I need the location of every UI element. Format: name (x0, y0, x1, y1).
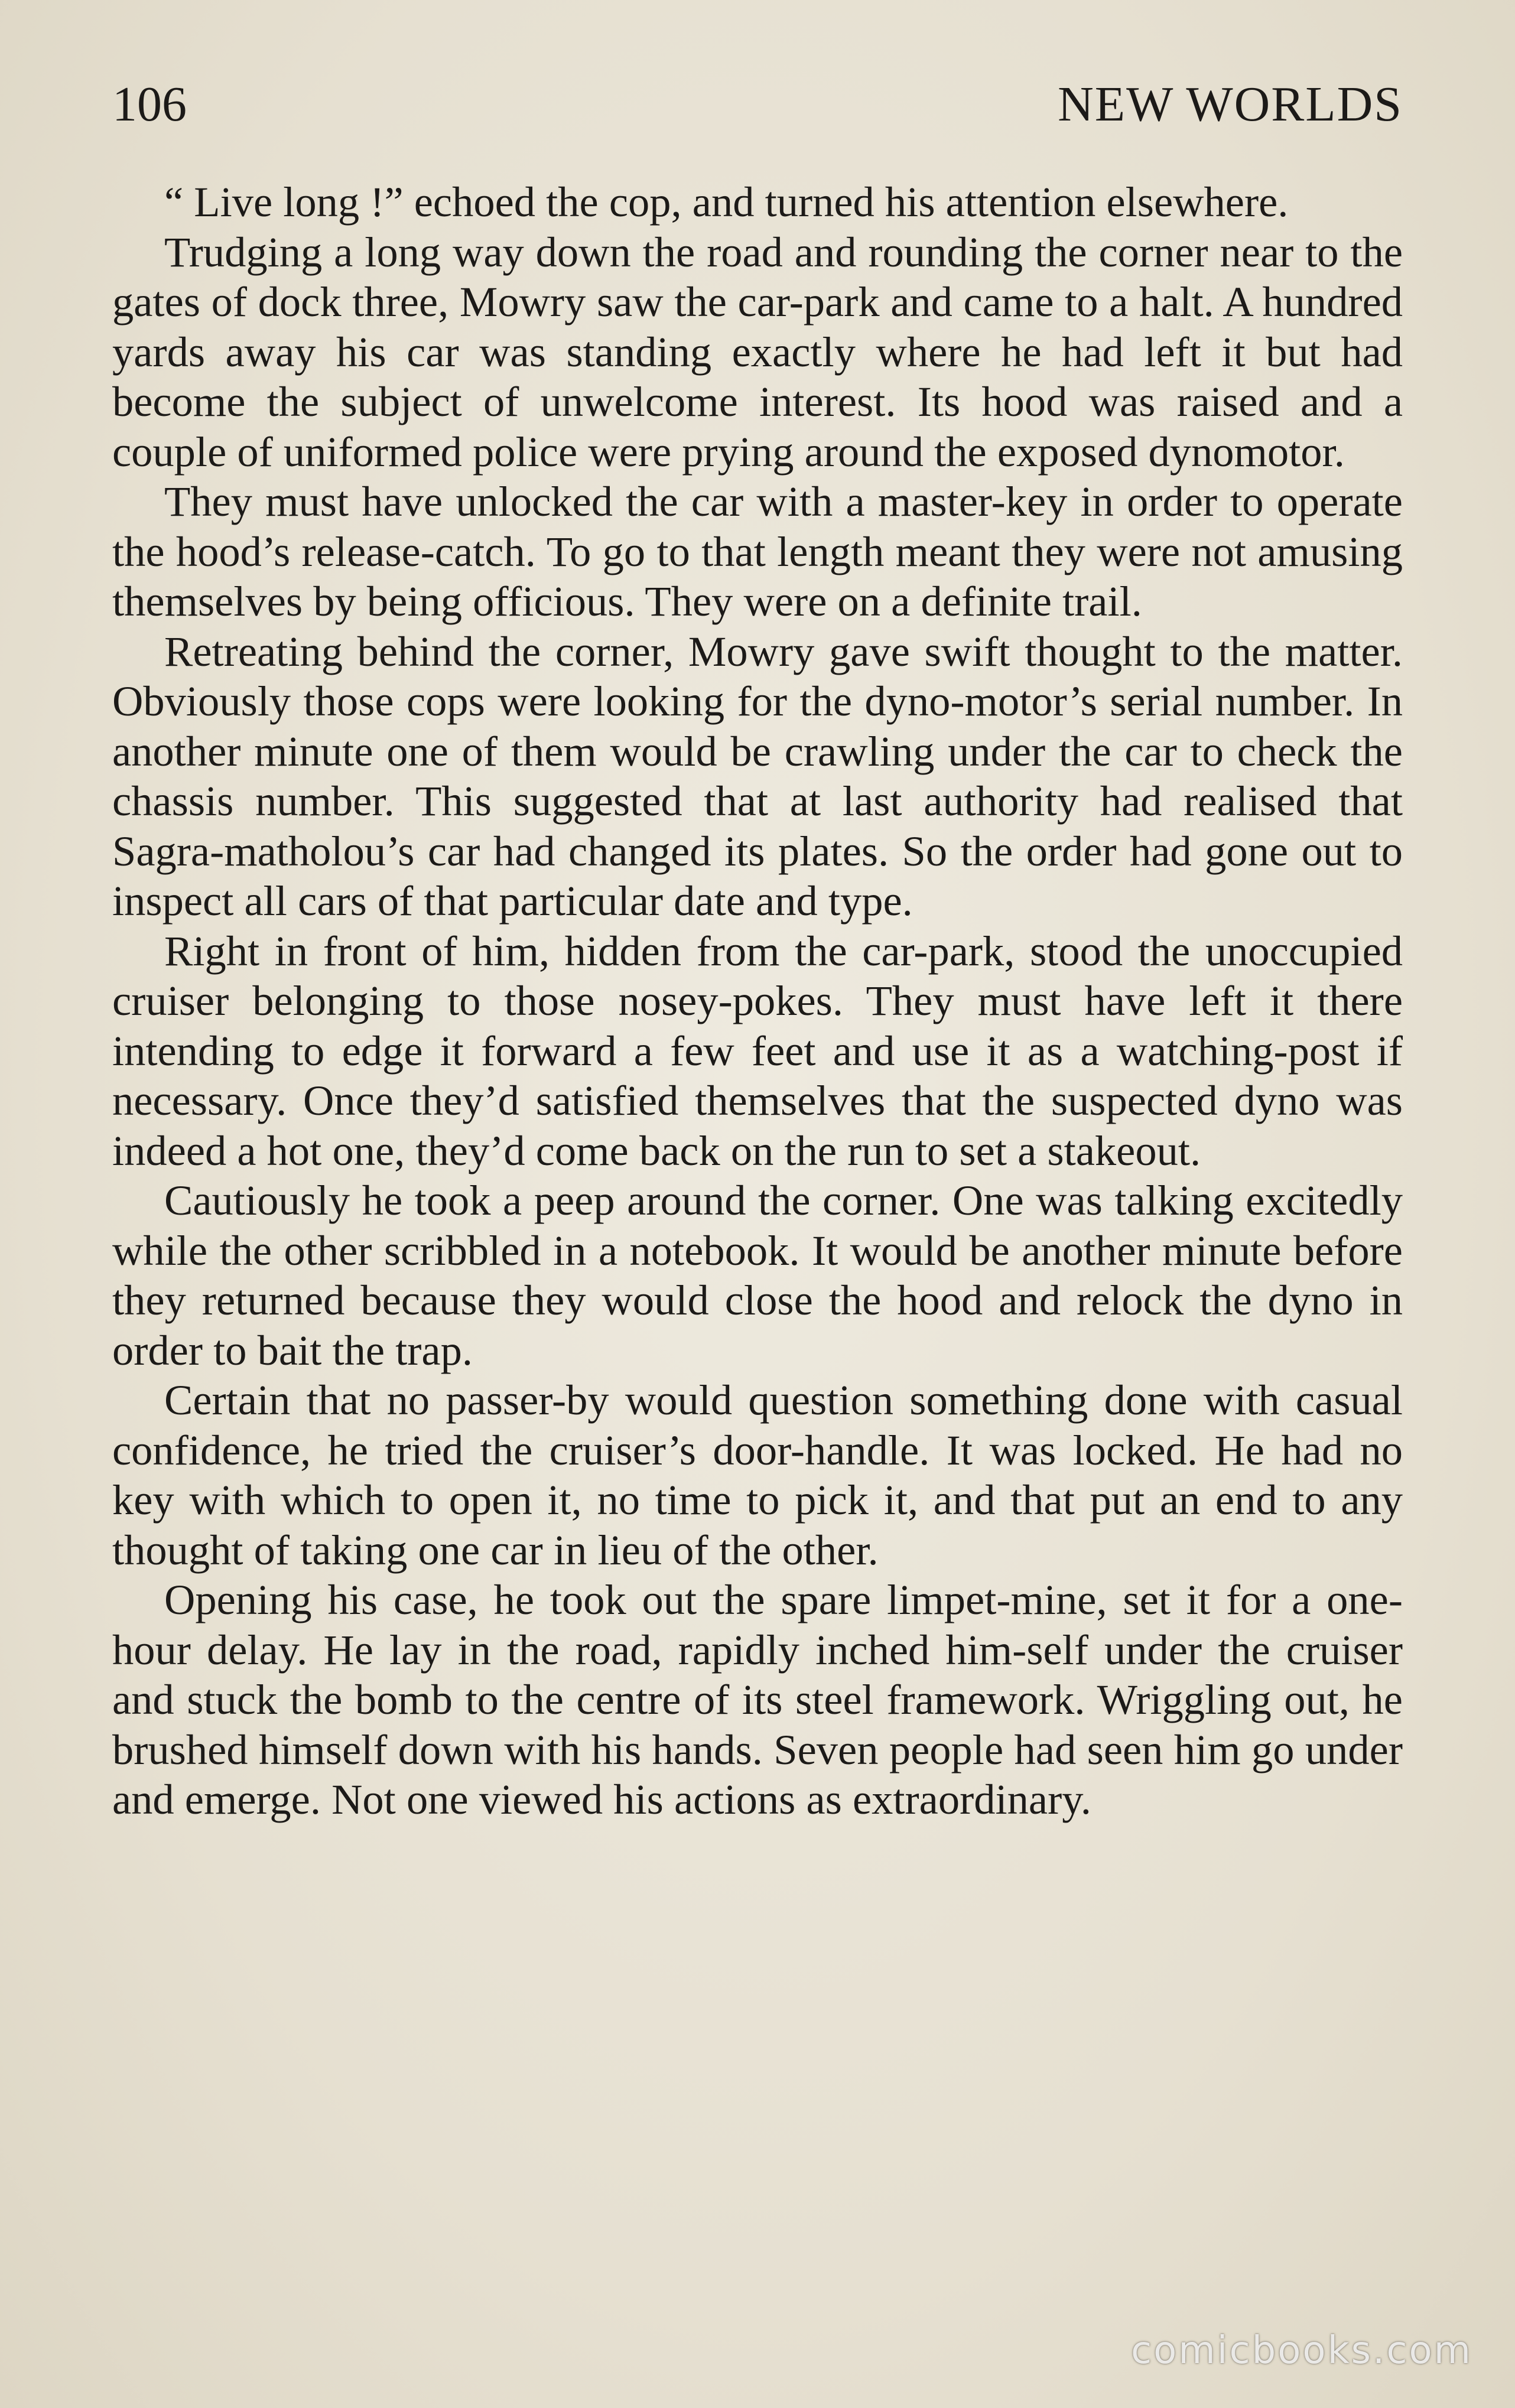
paragraph: Retreating behind the corner, Mowry gave swift thought to the matter. Obviously those cops were looking for the dyno-motor’s serial number. In another minute one of them would be crawling under the car to check the chassis number. This suggested that at last authority had realised that Sagra-matholou’s car had changed its plates. So the order had gone out to inspect all cars of that particular date and type. (112, 627, 1403, 925)
paragraph: Opening his case, he took out the spare limpet-mine, set it for a one-hour delay. He lay in the road, rapidly inched him-self under the cruiser and stuck the bomb to the centre of its steel framework. Wriggling out, he brushed himself down with his hands. Seven people had seen him go under and emerge. Not one viewed his actions as extraordinary. (112, 1576, 1403, 1823)
paragraph: “ Live long !” echoed the cop, and turned his attention elsewhere. (164, 178, 1289, 226)
paragraph: Right in front of him, hidden from the car-park, stood the unoccupied cruiser belonging to those nosey-pokes. They must have left it there intending to edge it forward a few feet and use it as a watching-post if necessary. Once they’d satisfied themselves that the suspected dyno was indeed a hot one, they’d come back on the run to set a stakeout. (112, 926, 1403, 1174)
paragraph: Trudging a long way down the road and rounding the corner near to the gates of dock three, Mowry saw the car-park and came to a halt. A hundred yards away his car was standing exactly where he had left it but had become the subject of unwelcome interest. Its hood was raised and a couple of uniformed police were prying around the exposed dynomotor. (112, 227, 1403, 476)
page-header (112, 76, 1403, 147)
running-head: NEW WORLDS (1058, 77, 1403, 132)
body-text (112, 177, 1403, 1825)
paragraph: Certain that no passer-by would question something done with casual confidence, he tried the cruiser’s door-handle. It was locked. He had no key with which to open it, no time to pick it, and that put an end to any thought of taking one car in lieu of the other. (112, 1376, 1403, 1574)
watermark: comicbooks.com (1130, 2329, 1472, 2373)
page-number: 106 (112, 77, 187, 132)
paragraph: Cautiously he took a peep around the corner. One was talking excitedly while the other scribbled in a notebook. It would be another minute before they returned because they would close the hood and relock the dyno in order to bait the trap. (112, 1176, 1403, 1374)
paragraph: They must have unlocked the car with a master-key in order to operate the hood’s release-catch. To go to that length meant they were not amusing themselves by being officious. They were on a definite trail. (112, 477, 1403, 625)
